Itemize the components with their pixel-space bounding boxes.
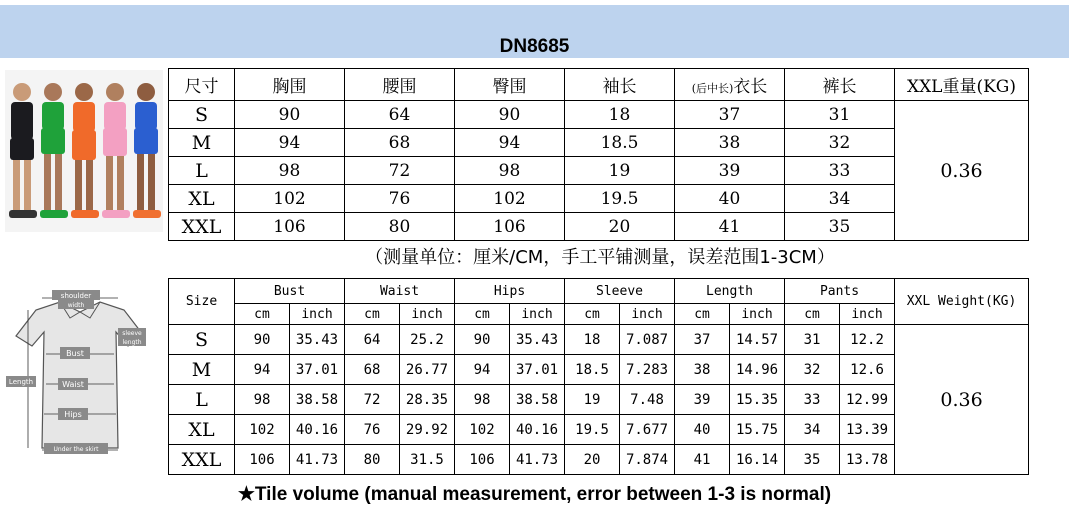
length-cell: 37 <box>675 101 785 129</box>
unit-cm: cm <box>235 304 290 325</box>
product-photo <box>5 70 163 232</box>
pants-cm-cell: 32 <box>785 355 840 385</box>
sleeve-cm-cell: 18.5 <box>565 355 620 385</box>
waist-cell: 76 <box>345 185 455 213</box>
length-cm-cell: 37 <box>675 325 730 355</box>
hips-cm-cell: 90 <box>455 325 510 355</box>
pants-cm-cell: 35 <box>785 445 840 475</box>
length-inch-cell: 15.35 <box>730 385 785 415</box>
header-bust: 胸围 <box>235 69 345 101</box>
bust-cm-cell: 90 <box>235 325 290 355</box>
size-cell: L <box>169 385 235 415</box>
unit-inch: inch <box>840 304 895 325</box>
waist-cm-cell: 72 <box>345 385 400 415</box>
header-length: Length <box>675 279 785 304</box>
header-hips: 臀围 <box>455 69 565 101</box>
size-cell: S <box>169 325 235 355</box>
length-cm-cell: 38 <box>675 355 730 385</box>
header-sleeve: Sleeve <box>565 279 675 304</box>
waist-cm-cell: 80 <box>345 445 400 475</box>
hips-inch-cell: 38.58 <box>510 385 565 415</box>
sleeve-cell: 19 <box>565 157 675 185</box>
size-cell: XXL <box>169 445 235 475</box>
pants-cm-cell: 31 <box>785 325 840 355</box>
sleeve-inch-cell: 7.874 <box>620 445 675 475</box>
unit-inch: inch <box>400 304 455 325</box>
pants-cm-cell: 33 <box>785 385 840 415</box>
hips-cm-cell: 98 <box>455 385 510 415</box>
bust-cm-cell: 102 <box>235 415 290 445</box>
measurement-note-en: ★Tile volume (manual measurement, error between 1-3 is normal) <box>237 484 832 505</box>
label-sleeve: sleeve <box>122 330 142 337</box>
header-size: Size <box>169 279 235 325</box>
size-cell: M <box>169 129 235 157</box>
length-cm-cell: 41 <box>675 445 730 475</box>
weight-cell: 0.36 <box>895 101 1029 241</box>
bust-cell: 90 <box>235 101 345 129</box>
sleeve-inch-cell: 7.677 <box>620 415 675 445</box>
sleeve-cm-cell: 19 <box>565 385 620 415</box>
bust-cm-cell: 98 <box>235 385 290 415</box>
hips-cell: 102 <box>455 185 565 213</box>
bust-inch-cell: 38.58 <box>290 385 345 415</box>
bust-cm-cell: 94 <box>235 355 290 385</box>
pants-inch-cell: 12.99 <box>840 385 895 415</box>
label-shoulder: shoulder <box>60 292 92 300</box>
length-inch-cell: 16.14 <box>730 445 785 475</box>
label-under-skirt: Under the skirt <box>53 446 99 453</box>
bust-cell: 106 <box>235 213 345 241</box>
size-chart-cn <box>168 68 1029 241</box>
length-cell: 41 <box>675 213 785 241</box>
sleeve-cm-cell: 18 <box>565 325 620 355</box>
bust-cm-cell: 106 <box>235 445 290 475</box>
sleeve-inch-cell: 7.283 <box>620 355 675 385</box>
title-banner <box>0 5 1069 58</box>
length-cm-cell: 40 <box>675 415 730 445</box>
bust-inch-cell: 41.73 <box>290 445 345 475</box>
waist-inch-cell: 29.92 <box>400 415 455 445</box>
hips-cm-cell: 106 <box>455 445 510 475</box>
measurement-diagram <box>2 288 160 468</box>
weight-cell: 0.36 <box>895 325 1029 475</box>
hips-inch-cell: 40.16 <box>510 415 565 445</box>
hips-cm-cell: 94 <box>455 355 510 385</box>
length-cell: 40 <box>675 185 785 213</box>
size-cell: M <box>169 355 235 385</box>
sleeve-cell: 18 <box>565 101 675 129</box>
label-sleeve-length: length <box>122 339 142 346</box>
waist-inch-cell: 25.2 <box>400 325 455 355</box>
bust-inch-cell: 37.01 <box>290 355 345 385</box>
waist-cell: 68 <box>345 129 455 157</box>
sleeve-cm-cell: 20 <box>565 445 620 475</box>
pants-cell: 31 <box>785 101 895 129</box>
size-cell: XL <box>169 185 235 213</box>
sleeve-cm-cell: 19.5 <box>565 415 620 445</box>
header-waist: 腰围 <box>345 69 455 101</box>
pants-cell: 35 <box>785 213 895 241</box>
measurement-note-cn: （测量单位：厘米/CM，手工平铺测量，误差范围1-3CM） <box>365 247 835 268</box>
length-cell: 39 <box>675 157 785 185</box>
bust-inch-cell: 40.16 <box>290 415 345 445</box>
header-length <box>675 69 785 101</box>
length-cm-cell: 39 <box>675 385 730 415</box>
header-hips: Hips <box>455 279 565 304</box>
waist-cell: 72 <box>345 157 455 185</box>
pants-inch-cell: 13.39 <box>840 415 895 445</box>
unit-inch: inch <box>510 304 565 325</box>
header-bust: Bust <box>235 279 345 304</box>
sleeve-cell: 18.5 <box>565 129 675 157</box>
bust-cell: 94 <box>235 129 345 157</box>
sleeve-cell: 20 <box>565 213 675 241</box>
label-length: Length <box>8 378 34 386</box>
pants-inch-cell: 12.6 <box>840 355 895 385</box>
size-cell: XL <box>169 415 235 445</box>
header-length-note: (后中长) <box>691 82 734 95</box>
length-inch-cell: 14.57 <box>730 325 785 355</box>
hips-inch-cell: 37.01 <box>510 355 565 385</box>
header-weight: XXL重量(KG) <box>895 69 1029 101</box>
sleeve-cell: 19.5 <box>565 185 675 213</box>
pants-inch-cell: 13.78 <box>840 445 895 475</box>
header-size: 尺寸 <box>169 69 235 101</box>
waist-cell: 80 <box>345 213 455 241</box>
pants-cell: 34 <box>785 185 895 213</box>
waist-cell: 64 <box>345 101 455 129</box>
unit-inch: inch <box>620 304 675 325</box>
size-cell: L <box>169 157 235 185</box>
bust-inch-cell: 35.43 <box>290 325 345 355</box>
size-cell: S <box>169 101 235 129</box>
waist-inch-cell: 26.77 <box>400 355 455 385</box>
pants-cell: 33 <box>785 157 895 185</box>
waist-cm-cell: 64 <box>345 325 400 355</box>
hips-cell: 90 <box>455 101 565 129</box>
unit-cm: cm <box>455 304 510 325</box>
unit-cm: cm <box>345 304 400 325</box>
sleeve-inch-cell: 7.087 <box>620 325 675 355</box>
hips-inch-cell: 41.73 <box>510 445 565 475</box>
waist-cm-cell: 76 <box>345 415 400 445</box>
hips-cell: 94 <box>455 129 565 157</box>
label-hips: Hips <box>64 410 82 419</box>
product-code: DN8685 <box>499 36 570 57</box>
header-weight: XXL Weight(KG) <box>895 279 1029 325</box>
unit-cm: cm <box>675 304 730 325</box>
unit-inch: inch <box>730 304 785 325</box>
hips-cell: 106 <box>455 213 565 241</box>
sleeve-inch-cell: 7.48 <box>620 385 675 415</box>
hips-inch-cell: 35.43 <box>510 325 565 355</box>
hips-cm-cell: 102 <box>455 415 510 445</box>
length-inch-cell: 15.75 <box>730 415 785 445</box>
label-waist: Waist <box>62 380 84 389</box>
unit-cm: cm <box>565 304 620 325</box>
pants-cm-cell: 34 <box>785 415 840 445</box>
size-chart-en <box>168 278 1029 475</box>
waist-inch-cell: 31.5 <box>400 445 455 475</box>
header-pants: Pants <box>785 279 895 304</box>
size-cell: XXL <box>169 213 235 241</box>
bust-cell: 102 <box>235 185 345 213</box>
header-pants: 裤长 <box>785 69 895 101</box>
length-inch-cell: 14.96 <box>730 355 785 385</box>
unit-cm: cm <box>785 304 840 325</box>
header-sleeve: 袖长 <box>565 69 675 101</box>
pants-inch-cell: 12.2 <box>840 325 895 355</box>
waist-cm-cell: 68 <box>345 355 400 385</box>
header-waist: Waist <box>345 279 455 304</box>
waist-inch-cell: 28.35 <box>400 385 455 415</box>
unit-inch: inch <box>290 304 345 325</box>
header-length-label: 衣长 <box>733 77 768 97</box>
table-row <box>169 101 1029 129</box>
table-row <box>169 325 1029 355</box>
label-width: width <box>67 302 85 309</box>
bust-cell: 98 <box>235 157 345 185</box>
pants-cell: 32 <box>785 129 895 157</box>
length-cell: 38 <box>675 129 785 157</box>
label-bust: Bust <box>66 349 84 358</box>
hips-cell: 98 <box>455 157 565 185</box>
